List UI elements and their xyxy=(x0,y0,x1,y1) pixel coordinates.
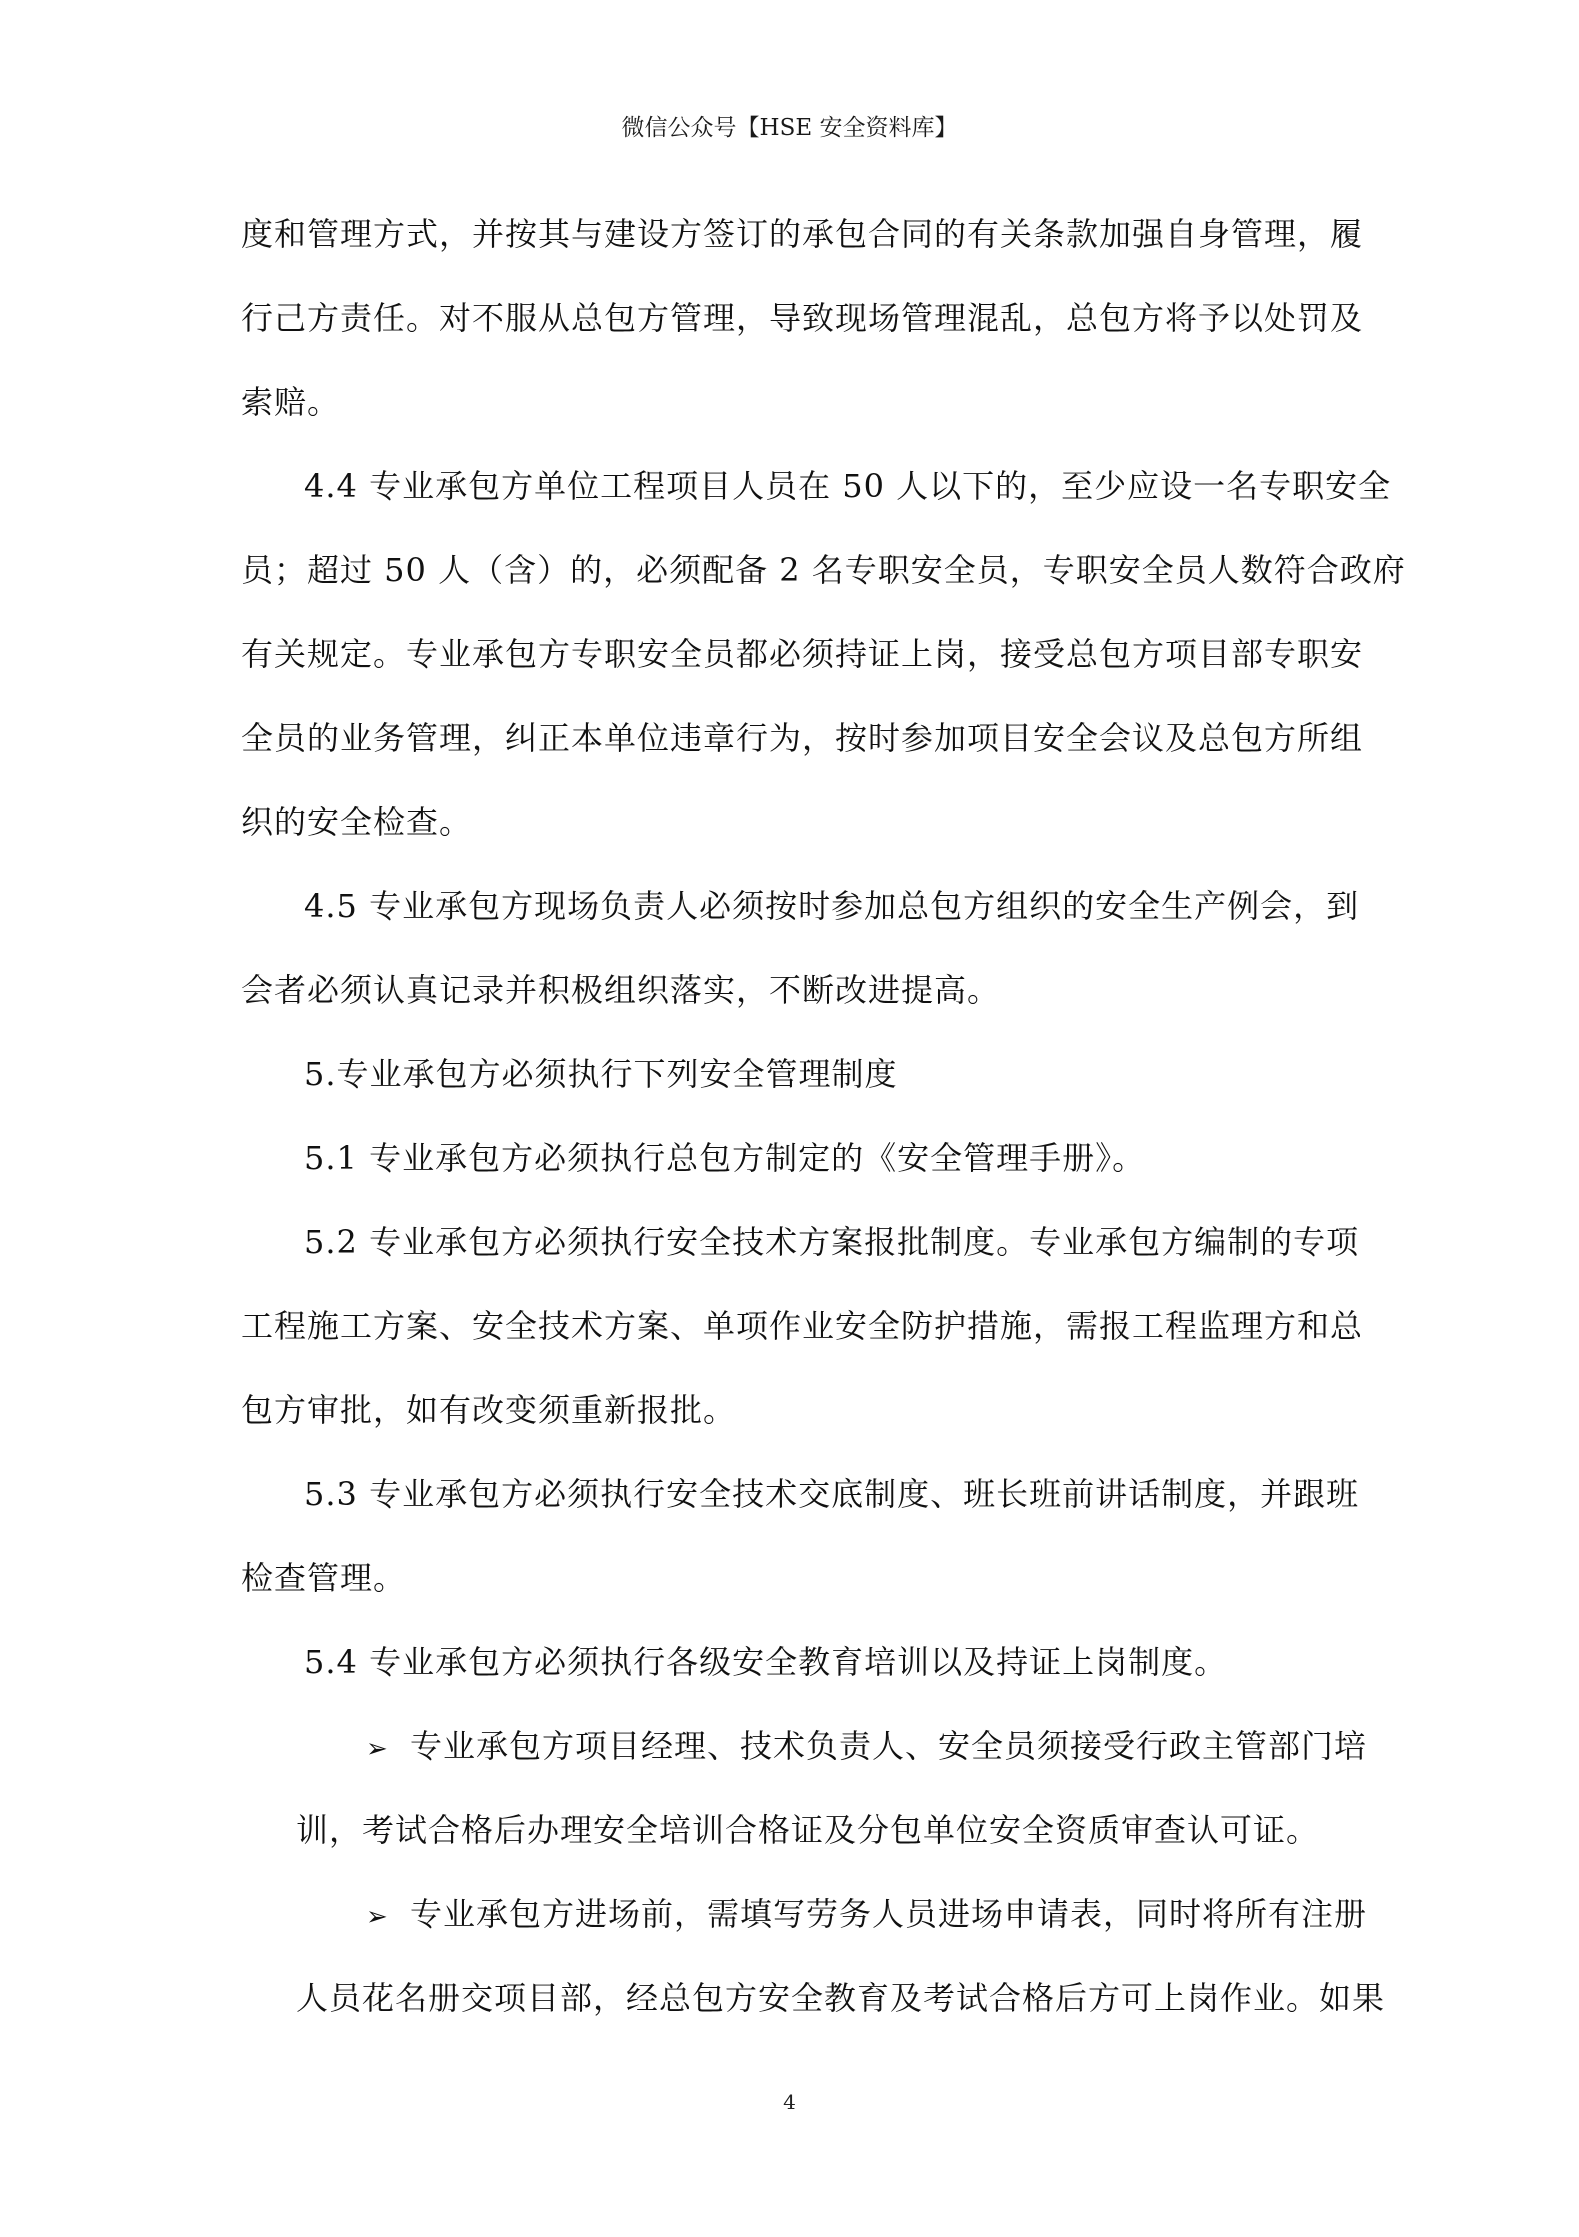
text-line: 索赔。 xyxy=(241,383,341,421)
text-line: 织的安全检查。 xyxy=(241,803,473,841)
text-line: 度和管理方式，并按其与建设方签订的承包合同的有关条款加强自身管理，履 xyxy=(241,215,1364,253)
paragraph-5-3-start: 5.3 专业承包方必须执行安全技术交底制度、班长班前讲话制度，并跟班 xyxy=(304,1475,1360,1513)
text-line: 行己方责任。对不服从总包方管理，导致现场管理混乱，总包方将予以处罚及 xyxy=(241,299,1364,337)
bullet-text: 专业承包方进场前，需填写劳务人员进场申请表，同时将所有注册 xyxy=(410,1895,1368,1933)
text-line: 工程施工方案、安全技术方案、单项作业安全防护措施，需报工程监理方和总 xyxy=(241,1307,1364,1345)
text-line: 有关规定。专业承包方专职安全员都必须持证上岗，接受总包方项目部专职安 xyxy=(241,635,1364,673)
page-header: 微信公众号【HSE 安全资料库】 xyxy=(621,115,958,141)
document-body xyxy=(241,204,1406,2052)
arrow-bullet-icon: ➢ xyxy=(366,1902,389,1932)
text-line: 训，考试合格后办理安全培训合格证及分包单位安全资质审查认可证。 xyxy=(296,1811,1320,1849)
text-line: 全员的业务管理，纠正本单位违章行为，按时参加项目安全会议及总包方所组 xyxy=(241,719,1364,757)
section-5-heading: 5.专业承包方必须执行下列安全管理制度 xyxy=(304,1055,898,1093)
text-line: 包方审批，如有改变须重新报批。 xyxy=(241,1391,737,1429)
text-line: 会者必须认真记录并积极组织落实，不断改进提高。 xyxy=(241,971,1001,1009)
page-number: 4 xyxy=(783,2090,796,2114)
paragraph-4-5-start: 4.5 专业承包方现场负责人必须按时参加总包方组织的安全生产例会，到 xyxy=(304,887,1360,925)
paragraph-5-4: 5.4 专业承包方必须执行各级安全教育培训以及持证上岗制度。 xyxy=(304,1643,1228,1681)
paragraph-5-2-start: 5.2 专业承包方必须执行安全技术方案报批制度。专业承包方编制的专项 xyxy=(304,1223,1360,1261)
bullet-item-1 xyxy=(241,1716,1368,1800)
arrow-bullet-icon: ➢ xyxy=(366,1734,389,1764)
bullet-item-2 xyxy=(241,1884,1368,1968)
paragraph-5-1: 5.1 专业承包方必须执行总包方制定的《安全管理手册》。 xyxy=(304,1139,1146,1177)
text-line: 人员花名册交项目部，经总包方安全教育及考试合格后方可上岗作业。如果 xyxy=(296,1979,1386,2017)
text-line: 员；超过 50 人（含）的，必须配备 2 名专职安全员，专职安全员人数符合政府 xyxy=(241,551,1406,589)
text-line: 检查管理。 xyxy=(241,1559,407,1597)
bullet-text: 专业承包方项目经理、技术负责人、安全员须接受行政主管部门培 xyxy=(410,1727,1368,1765)
paragraph-4-4-start: 4.4 专业承包方单位工程项目人员在 50 人以下的，至少应设一名专职安全 xyxy=(304,467,1392,505)
